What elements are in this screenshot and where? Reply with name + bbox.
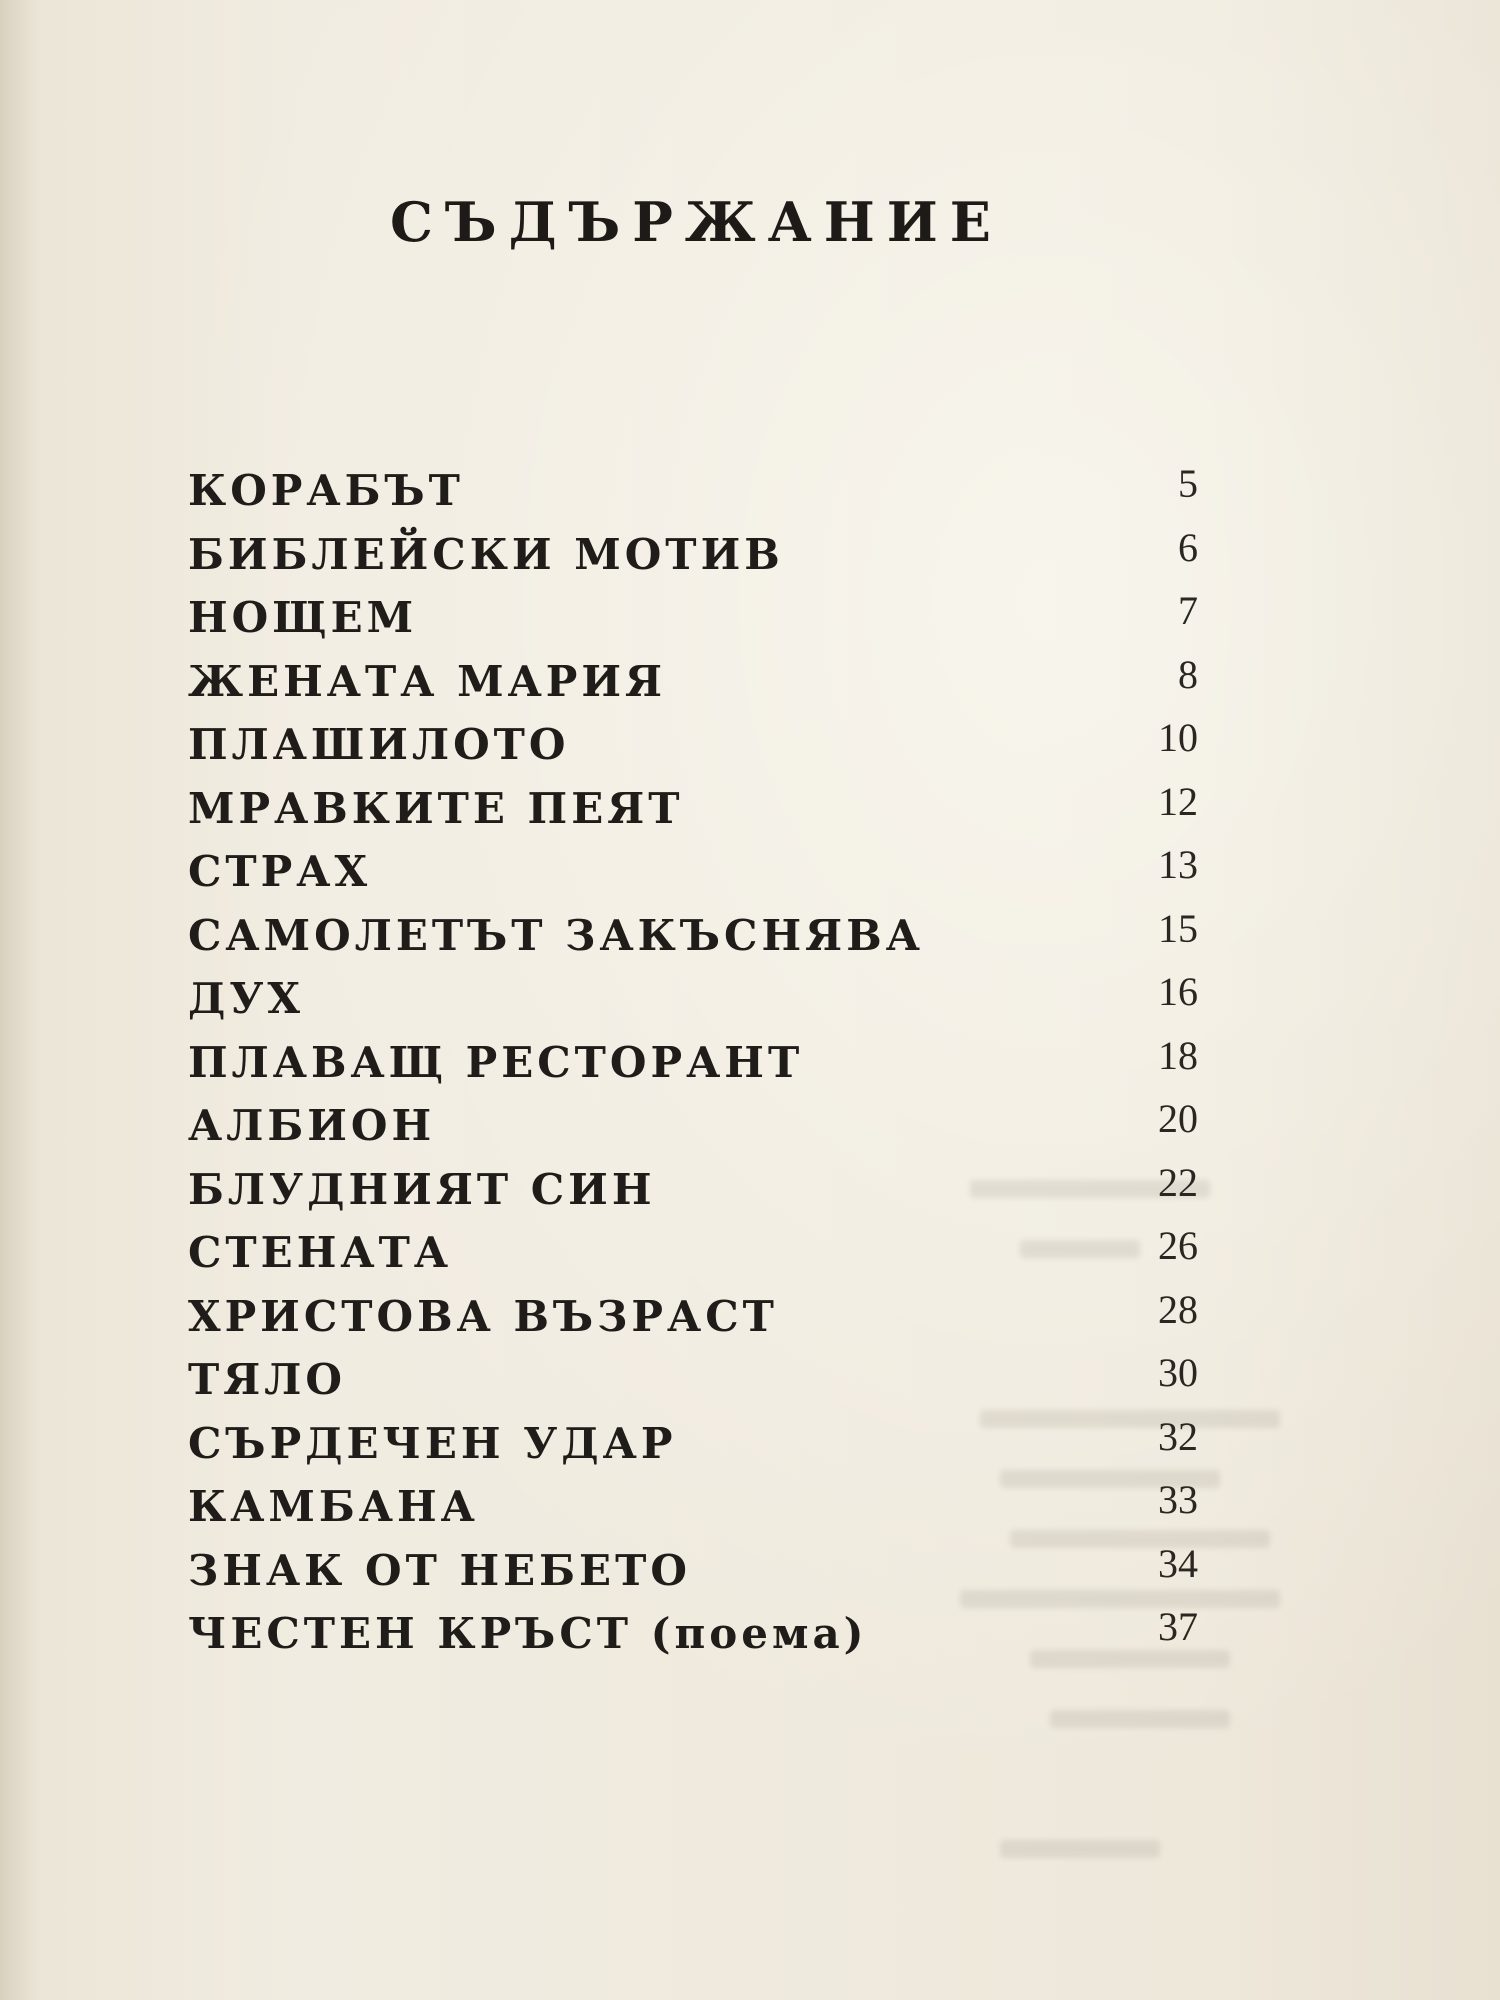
toc-entry-page: 12 — [1158, 778, 1198, 824]
toc-entry-title: ДУХ — [188, 974, 305, 1023]
toc-entry-title: МРАВКИТЕ ПЕЯТ — [188, 783, 684, 833]
toc-entry-title: НОЩЕМ — [188, 593, 418, 642]
toc-entry[interactable] — [188, 1223, 1198, 1296]
toc-entry-title: ЖЕНАТА МАРИЯ — [188, 656, 667, 706]
toc-entry-title: БИБЛЕЙСКИ МОТИВ — [188, 529, 784, 579]
toc-entry-title: ЗНАК ОТ НЕБЕТО — [188, 1545, 691, 1595]
toc-entry-title: СТРАХ — [188, 847, 372, 896]
table-of-contents — [188, 461, 1198, 1677]
toc-entry-title: АЛБИОН — [188, 1101, 436, 1150]
toc-entry-page: 22 — [1158, 1159, 1198, 1205]
toc-entry-title: СЪРДЕЧЕН УДАР — [188, 1418, 677, 1468]
toc-entry-page: 34 — [1158, 1540, 1198, 1586]
toc-entry[interactable] — [188, 1286, 1198, 1360]
toc-entry[interactable] — [188, 1159, 1198, 1233]
toc-entry[interactable] — [188, 969, 1198, 1042]
toc-entry-page: 26 — [1158, 1223, 1198, 1268]
toc-entry[interactable] — [188, 461, 1198, 534]
toc-entry[interactable] — [188, 842, 1198, 915]
toc-entry[interactable] — [188, 905, 1198, 979]
toc-entry-page: 33 — [1158, 1477, 1198, 1522]
toc-entry-title: САМОЛЕТЪТ ЗАКЪСНЯВА — [188, 910, 924, 960]
toc-entry-title: ЧЕСТЕН КРЪСТ (поема) — [188, 1609, 868, 1658]
toc-entry-page: 15 — [1158, 905, 1198, 951]
toc-entry-page: 6 — [1178, 524, 1198, 570]
toc-entry[interactable] — [188, 651, 1198, 725]
toc-entry-title: ПЛАШИЛОТО — [188, 720, 570, 769]
toc-entry-title: БЛУДНИЯТ СИН — [188, 1164, 656, 1214]
toc-entry[interactable] — [188, 1350, 1198, 1423]
toc-entry-page: 10 — [1158, 715, 1198, 760]
toc-entry[interactable] — [188, 1032, 1198, 1106]
toc-entry-title: СТЕНАТА — [188, 1228, 453, 1277]
toc-entry-title: ПЛАВАЩ РЕСТОРАНТ — [188, 1037, 804, 1087]
toc-entry[interactable] — [188, 1477, 1198, 1550]
page-title: СЪДЪРЖАНИЕ — [390, 190, 1003, 254]
toc-entry-page: 13 — [1158, 842, 1198, 887]
toc-entry-title: КОРАБЪТ — [188, 466, 464, 515]
toc-entry-page: 30 — [1158, 1350, 1198, 1395]
toc-entry-page: 8 — [1178, 651, 1198, 697]
toc-entry-title: КАМБАНА — [188, 1482, 479, 1531]
toc-entry-page: 28 — [1158, 1286, 1198, 1332]
toc-entry-page: 16 — [1158, 969, 1198, 1014]
toc-entry-title: ХРИСТОВА ВЪЗРАСТ — [188, 1291, 778, 1341]
toc-entry-page: 32 — [1158, 1413, 1198, 1459]
toc-entry-page: 37 — [1158, 1604, 1198, 1649]
toc-entry[interactable] — [188, 588, 1198, 661]
toc-entry[interactable] — [188, 1604, 1198, 1677]
toc-entry-page: 7 — [1178, 588, 1198, 633]
toc-entry[interactable] — [188, 778, 1198, 852]
toc-entry-page: 18 — [1158, 1032, 1198, 1078]
toc-entry[interactable] — [188, 1413, 1198, 1487]
toc-entry[interactable] — [188, 1540, 1198, 1614]
toc-entry[interactable] — [188, 1096, 1198, 1169]
toc-entry-page: 5 — [1178, 461, 1198, 506]
toc-entry-title: ТЯЛО — [188, 1355, 347, 1404]
toc-entry-page: 20 — [1158, 1096, 1198, 1141]
toc-entry[interactable] — [188, 524, 1198, 598]
toc-entry[interactable] — [188, 715, 1198, 788]
